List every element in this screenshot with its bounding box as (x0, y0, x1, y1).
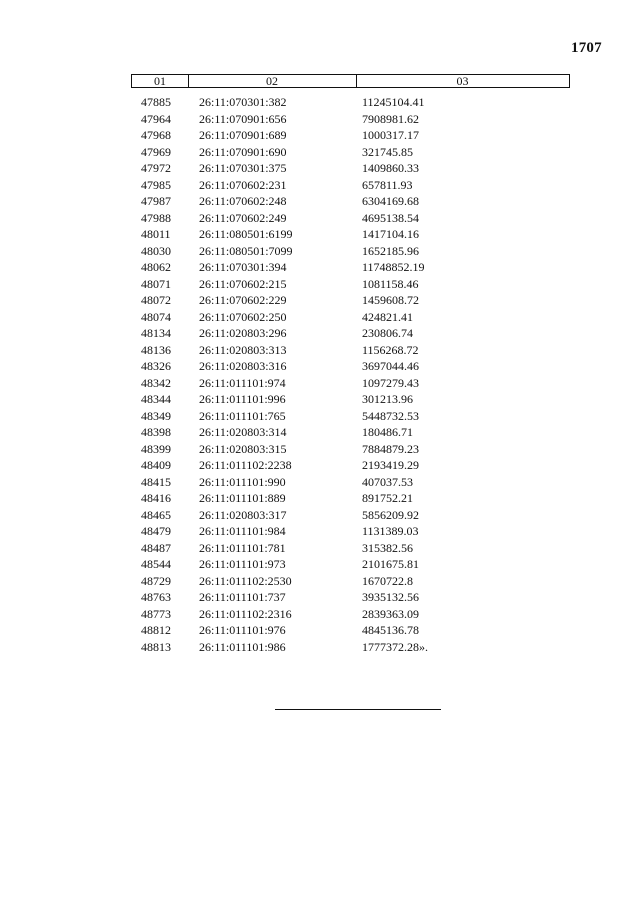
value-cell: 321745.85 (362, 144, 413, 159)
table-row (131, 424, 570, 441)
cadastral-number-cell: 26:11:020803:316 (199, 359, 287, 373)
row-number-cell: 48399 (141, 441, 171, 456)
value-cell: 424821.41 (362, 309, 413, 324)
row-number-cell: 48326 (141, 359, 171, 373)
table-row (131, 457, 570, 474)
row-number-cell: 48544 (141, 557, 171, 571)
cadastral-number-cell: 26:11:020803:296 (199, 326, 287, 340)
row-number-cell: 48812 (141, 623, 171, 637)
cadastral-number-cell: 26:11:011101:973 (199, 557, 286, 571)
table-row (131, 606, 570, 623)
cadastral-number-cell: 26:11:011101:984 (199, 524, 286, 538)
value-cell: 1409860.33 (362, 161, 419, 175)
cadastral-number-cell: 26:11:011101:974 (199, 375, 286, 390)
cadastral-number-cell: 26:11:020803:314 (199, 425, 287, 439)
value-cell: 2839363.09 (362, 606, 419, 621)
value-cell: 1156268.72 (362, 342, 419, 357)
table-row (131, 144, 570, 161)
row-number-cell: 48409 (141, 458, 171, 472)
cadastral-number-cell: 26:11:020803:315 (199, 441, 287, 456)
value-cell: 3697044.46 (362, 359, 419, 373)
table-row (131, 441, 570, 458)
value-cell: 5856209.92 (362, 507, 419, 522)
row-number-cell: 48349 (141, 408, 171, 423)
table-row (131, 177, 570, 194)
value-cell: 2193419.29 (362, 458, 419, 472)
value-cell: 1417104.16 (362, 227, 419, 241)
cadastral-number-cell: 26:11:011102:2530 (199, 573, 292, 588)
cadastral-number-cell: 26:11:020803:317 (199, 507, 287, 522)
header-col-01: 01 (132, 75, 189, 87)
table-row (131, 127, 570, 144)
value-cell: 7884879.23 (362, 441, 419, 456)
page-number: 1707 (571, 40, 602, 56)
cadastral-number-cell: 26:11:070901:690 (199, 144, 287, 159)
value-cell: 7908981.62 (362, 111, 419, 126)
cadastral-number-cell: 26:11:011102:2238 (199, 458, 292, 472)
value-cell: 11245104.41 (362, 95, 425, 109)
table-row (131, 358, 570, 375)
cadastral-number-cell: 26:11:011101:986 (199, 639, 286, 654)
table-row (131, 160, 570, 177)
cadastral-number-cell: 26:11:070901:656 (199, 111, 287, 126)
cadastral-number-cell: 26:11:070602:215 (199, 276, 287, 291)
value-cell: 1459608.72 (362, 293, 419, 307)
cadastral-number-cell: 26:11:011101:996 (199, 392, 286, 406)
row-number-cell: 47885 (141, 95, 171, 109)
cadastral-number-cell: 26:11:011102:2316 (199, 606, 292, 621)
header-col-02: 02 (188, 75, 357, 87)
row-number-cell: 48487 (141, 540, 171, 555)
table-row (131, 556, 570, 573)
cadastral-number-cell: 26:11:070602:231 (199, 177, 287, 192)
value-cell: 3935132.56 (362, 590, 419, 604)
row-number-cell: 47972 (141, 161, 171, 175)
row-number-cell: 48415 (141, 474, 171, 489)
row-number-cell: 48074 (141, 309, 171, 324)
value-cell: 301213.96 (362, 392, 413, 406)
table-row (131, 639, 570, 656)
row-number-cell: 48465 (141, 507, 171, 522)
cadastral-number-cell: 26:11:011101:889 (199, 491, 286, 505)
row-number-cell: 48134 (141, 326, 171, 340)
table-row (131, 342, 570, 359)
table-row (131, 589, 570, 606)
cadastral-number-cell: 26:11:070301:394 (199, 260, 287, 274)
row-number-cell: 48030 (141, 243, 171, 258)
cadastral-number-cell: 26:11:070301:382 (199, 95, 287, 109)
table-body (131, 94, 570, 655)
row-number-cell: 48071 (141, 276, 171, 291)
table-row (131, 243, 570, 260)
value-cell: 1652185.96 (362, 243, 419, 258)
table-row (131, 622, 570, 639)
cadastral-number-cell: 26:11:070602:229 (199, 293, 287, 307)
row-number-cell: 48416 (141, 491, 171, 505)
row-number-cell: 48062 (141, 260, 171, 274)
table-row (131, 276, 570, 293)
row-number-cell: 48773 (141, 606, 171, 621)
table-row (131, 309, 570, 326)
row-number-cell: 47988 (141, 210, 171, 225)
row-number-cell: 47968 (141, 128, 171, 142)
row-number-cell: 48136 (141, 342, 171, 357)
value-cell: 315382.56 (362, 540, 413, 555)
cadastral-number-cell: 26:11:080501:7099 (199, 243, 293, 258)
table-row (131, 523, 570, 540)
row-number-cell: 48072 (141, 293, 171, 307)
cadastral-number-cell: 26:11:070301:375 (199, 161, 287, 175)
row-number-cell: 48398 (141, 425, 171, 439)
cadastral-number-cell: 26:11:011101:765 (199, 408, 286, 423)
data-table (131, 74, 570, 655)
cadastral-number-cell: 26:11:080501:6199 (199, 227, 293, 241)
end-rule (275, 709, 441, 710)
table-row (131, 193, 570, 210)
table-row (131, 507, 570, 524)
row-number-cell: 47969 (141, 144, 171, 159)
cadastral-number-cell: 26:11:011101:737 (199, 590, 286, 604)
row-number-cell: 48344 (141, 392, 171, 406)
table-row (131, 259, 570, 276)
value-cell: 2101675.81 (362, 557, 419, 571)
value-cell: 657811.93 (362, 177, 413, 192)
cadastral-number-cell: 26:11:070901:689 (199, 128, 287, 142)
row-number-cell: 48813 (141, 639, 171, 654)
value-cell: 6304169.68 (362, 194, 419, 208)
header-col-03: 03 (456, 74, 469, 88)
row-number-cell: 48763 (141, 590, 171, 604)
value-cell: 891752.21 (362, 491, 413, 505)
value-cell: 1000317.17 (362, 128, 419, 142)
cadastral-number-cell: 26:11:011101:990 (199, 474, 286, 489)
table-row (131, 375, 570, 392)
cadastral-number-cell: 26:11:070602:250 (199, 309, 287, 324)
cadastral-number-cell: 26:11:020803:313 (199, 342, 287, 357)
table-row (131, 540, 570, 557)
value-cell: 1097279.43 (362, 375, 419, 390)
table-row (131, 94, 570, 111)
table-row (131, 573, 570, 590)
cadastral-number-cell: 26:11:070602:249 (199, 210, 287, 225)
table-row (131, 391, 570, 408)
table-row (131, 226, 570, 243)
row-number-cell: 47987 (141, 194, 171, 208)
value-cell: 1081158.46 (362, 276, 419, 291)
value-cell: 5448732.53 (362, 408, 419, 423)
value-cell: 4695138.54 (362, 210, 419, 225)
table-row (131, 490, 570, 507)
row-number-cell: 48479 (141, 524, 171, 538)
value-cell: 1777372.28». (362, 639, 428, 654)
row-number-cell: 48342 (141, 375, 171, 390)
value-cell: 11748852.19 (362, 260, 425, 274)
row-number-cell: 48011 (141, 227, 171, 241)
row-number-cell: 47985 (141, 177, 171, 192)
value-cell: 1131389.03 (362, 524, 419, 538)
value-cell: 407037.53 (362, 474, 413, 489)
row-number-cell: 47964 (141, 111, 171, 126)
table-row (131, 325, 570, 342)
cadastral-number-cell: 26:11:070602:248 (199, 194, 287, 208)
cadastral-number-cell: 26:11:011101:976 (199, 623, 286, 637)
value-cell: 4845136.78 (362, 623, 419, 637)
value-cell: 1670722.8 (362, 573, 413, 588)
table-row (131, 111, 570, 128)
table-row (131, 292, 570, 309)
value-cell: 230806.74 (362, 326, 413, 340)
cadastral-number-cell: 26:11:011101:781 (199, 540, 286, 555)
value-cell: 180486.71 (362, 425, 413, 439)
table-row (131, 210, 570, 227)
row-number-cell: 48729 (141, 573, 171, 588)
table-row (131, 474, 570, 491)
table-header-row (131, 74, 570, 88)
table-row (131, 408, 570, 425)
